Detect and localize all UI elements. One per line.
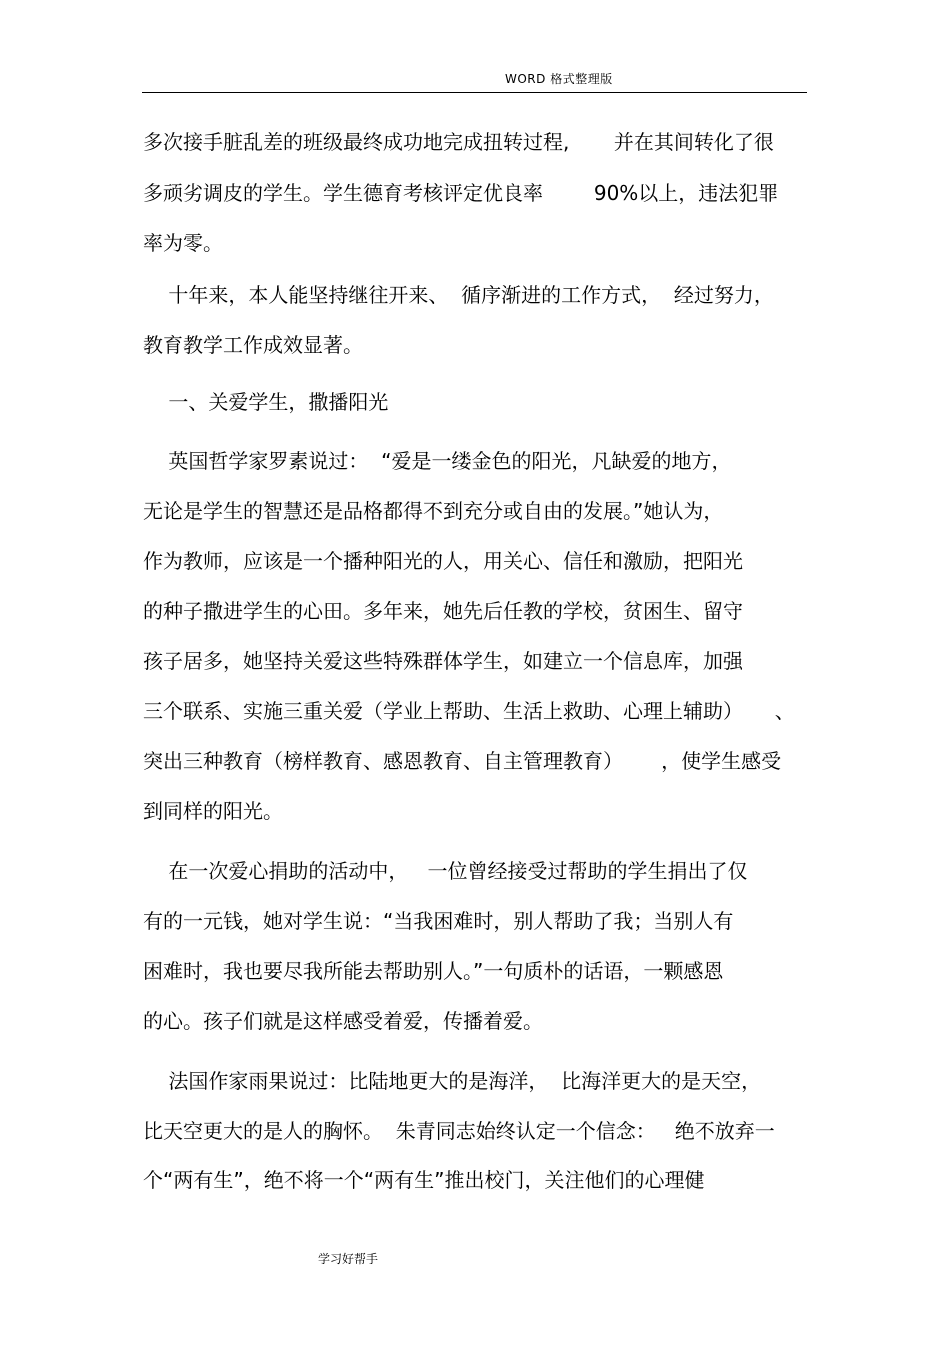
body-line: 困难时，我也要尽我所能去帮助别人。”一句质朴的话语，一颗感恩	[143, 959, 724, 983]
body-line: 个“两有生”，绝不将一个“两有生”推出校门，关注他们的心理健	[143, 1168, 705, 1192]
body-line: 突出三种教育（榜样教育、感恩教育、自主管理教育） ，使学生感受	[143, 749, 782, 773]
body-line: 的心。孩子们就是这样感受着爱，传播着爱。	[143, 1009, 543, 1033]
body-line: 多次接手脏乱差的班级最终成功地完成扭转过程, 并在其间转化了很	[143, 130, 774, 154]
body-line: 英国哲学家罗素说过： “爱是一缕金色的阳光，凡缺爱的地方，	[143, 449, 732, 473]
page-header-title: WORD 格式整理版	[505, 72, 613, 86]
header-divider	[142, 92, 807, 93]
page-footer-text: 学习好帮手	[318, 1252, 379, 1266]
body-line: 率为零。	[143, 231, 223, 255]
body-line: 法国作家雨果说过：比陆地更大的是海洋， 比海洋更大的是天空，	[143, 1069, 762, 1093]
body-line: 孩子居多，她坚持关爱这些特殊群体学生，如建立一个信息库，加强	[143, 649, 743, 673]
body-line: 十年来，本人能坚持继往开来、 循序渐进的工作方式， 经过努力，	[143, 283, 774, 307]
body-line: 多顽劣调皮的学生。学生德育考核评定优良率 90%以上，违法犯罪	[143, 181, 779, 205]
body-line: 到同样的阳光。	[143, 799, 283, 823]
body-line: 教育教学工作成效显著。	[143, 333, 363, 357]
body-line: 在一次爱心捐助的活动中， 一位曾经接受过帮助的学生捐出了仅	[143, 859, 748, 883]
section-heading: 一、关爱学生，撒播阳光	[143, 390, 389, 414]
body-line: 有的一元钱，她对学生说：“当我困难时，别人帮助了我；当别人有	[143, 909, 734, 933]
body-line: 三个联系、实施三重关爱（学业上帮助、生活上救助、心理上辅助） 、	[143, 699, 795, 723]
body-line: 作为教师，应该是一个播种阳光的人，用关心、信任和激励，把阳光	[143, 549, 743, 573]
body-line: 无论是学生的智慧还是品格都得不到充分或自由的发展。”她认为，	[143, 499, 724, 523]
body-line: 比天空更大的是人的胸怀。 朱青同志始终认定一个信念： 绝不放弃一	[143, 1119, 775, 1143]
body-line: 的种子撒进学生的心田。多年来，她先后任教的学校，贫困生、留守	[143, 599, 743, 623]
